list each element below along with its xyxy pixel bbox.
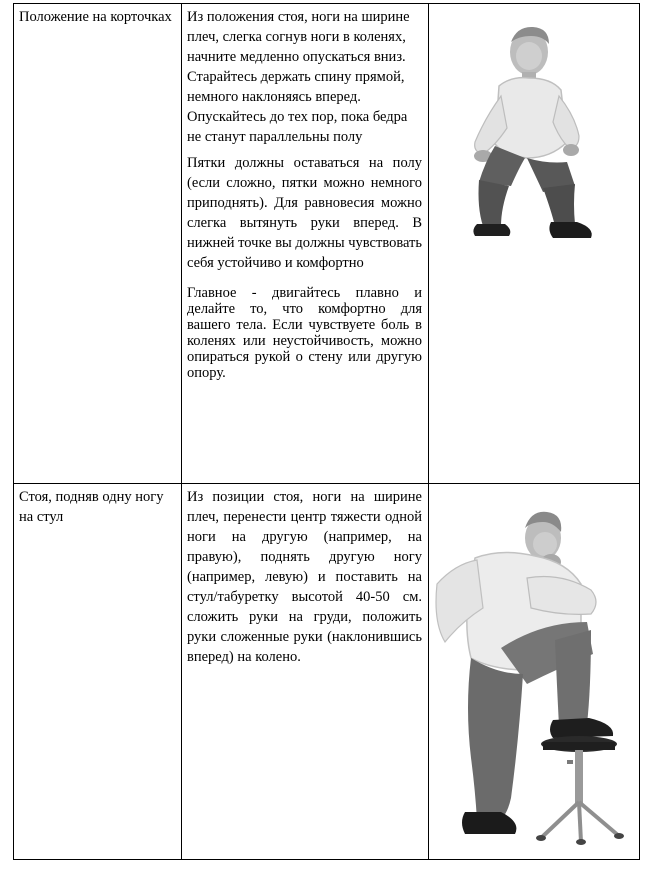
exercise-table bbox=[13, 3, 640, 860]
exercise-name-cell bbox=[14, 484, 182, 860]
table-row bbox=[14, 484, 640, 860]
exercise-name-cell bbox=[14, 4, 182, 484]
description-paragraph: Главное - двигайтесь плавно и делайте то, что комфортно для вашего тела. Если чувствуете боль в коленях или неустойчивость, можно опираться рукой о стену или другую опору. bbox=[187, 285, 422, 381]
exercise-image-cell bbox=[429, 4, 640, 484]
exercise-description-cell bbox=[182, 4, 429, 484]
squatting-man-photo bbox=[455, 12, 597, 248]
description-paragraph: Из позиции стоя, ноги на ширине плеч, перенести центр тяжести одной ноги на другую (например, на правую), поднять другую ногу (например, левую) и поставить на стул/табуретку высотой 40-50 см. сложить руки на груди, положить руки сложенные руки (наклонившись вперед) на колено. bbox=[187, 489, 422, 665]
exercise-name: Положение на корточках bbox=[19, 9, 172, 25]
exercise-name: Стоя, подняв одну ногу на стул bbox=[19, 489, 164, 525]
man-leg-on-stool-photo bbox=[431, 498, 631, 848]
exercise-description-cell bbox=[182, 484, 429, 860]
description-paragraph: Пятки должны оставаться на полу (если сложно, пятки можно немного приподнять). Для равновесия можно слегка вытянуть руки вперед. В нижней точке вы должны чувствовать себя устойчиво и комфортно bbox=[187, 155, 422, 271]
table-row bbox=[14, 4, 640, 484]
description-paragraph: Из положения стоя, ноги на ширине плеч, слегка согнув ноги в коленях, начните медленно опускаться вниз. Старайтесь держать спину прямой, немного наклоняясь вперед. Опускайтесь до тех пор, пока бедра не станут параллельны полу bbox=[187, 9, 410, 145]
exercise-image-cell bbox=[429, 484, 640, 860]
